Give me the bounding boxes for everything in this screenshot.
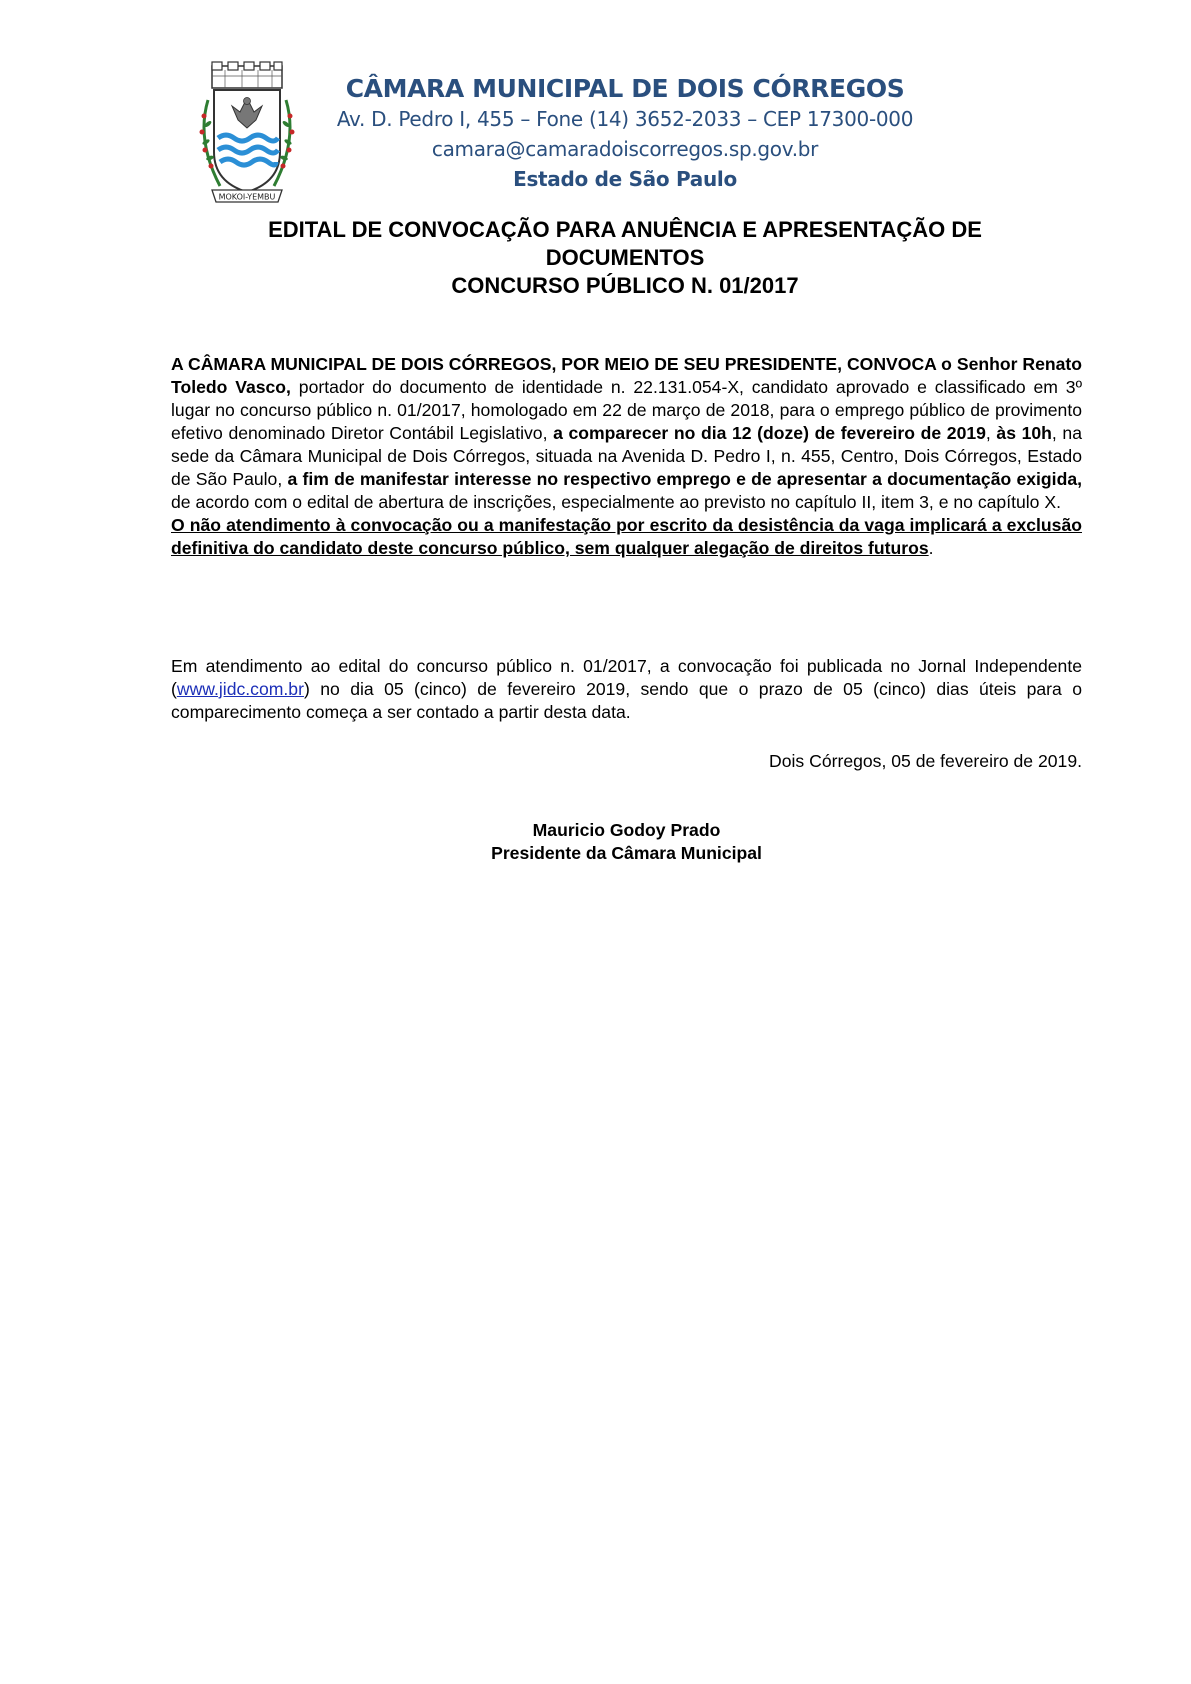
- letterhead-state: Estado de São Paulo: [513, 167, 737, 191]
- crest-motto-text: MOKOI-YEMBU: [218, 192, 276, 202]
- convocation-text-4: de acordo com o edital de abertura de inscrições, especialmente ao previsto no capítulo II, item 3, e no capítulo X.: [171, 492, 1061, 512]
- date-line: Dois Córregos, 05 de fevereiro de 2019.: [769, 751, 1082, 771]
- letterhead-address: Av. D. Pedro I, 455 – Fone (14) 3652-2033 – CEP 17300-000: [336, 107, 914, 131]
- heading-line-1: EDITAL DE CONVOCAÇÃO PARA ANUÊNCIA E APRESENTAÇÃO DE: [268, 217, 982, 242]
- letterhead-title: CÂMARA MUNICIPAL DE DOIS CÓRREGOS: [345, 74, 905, 103]
- heading-line-3: CONCURSO PÚBLICO N. 01/2017: [451, 273, 799, 298]
- convocation-purpose-bold: a fim de manifestar interesse no respectivo emprego e de apresentar a documentação exigida,: [287, 469, 1082, 489]
- municipal-crest-logo: [190, 60, 304, 208]
- convocation-text-3: , na sede da Câmara Municipal de Dois Córregos, situada na Avenida D. Pedro I, n. 455, Centro, Dois Córregos, Estado de São Paulo,: [171, 423, 1082, 489]
- heading-line-2: DOCUMENTOS: [545, 245, 705, 270]
- exclusion-warning: O não atendimento à convocação ou a manifestação por escrito da desistência da vaga implicará a exclusão definitiva do candidato deste concurso público, sem qualquer alegação de direitos futuros: [171, 515, 1082, 558]
- convocation-time-bold: às 10h: [996, 423, 1052, 443]
- convocation-intro-bold: A CÂMARA MUNICIPAL DE DOIS CÓRREGOS, POR MEIO DE SEU PRESIDENTE, CONVOCA o Senhor Renato Toledo Vasco,: [171, 354, 1082, 397]
- publication-paragraph: [171, 655, 1082, 724]
- publication-text-2: ) no dia 05 (cinco) de fevereiro 2019, sendo que o prazo de 05 (cinco) dias úteis para o comparecimento começa a ser contado a partir desta data.: [171, 679, 1082, 722]
- signatory-name: Mauricio Godoy Prado: [532, 820, 721, 840]
- newspaper-link[interactable]: www.jidc.com.br: [176, 679, 304, 699]
- letterhead-email: camara@camaradoiscorregos.sp.gov.br: [431, 137, 819, 161]
- convocation-text-2: ,: [985, 423, 997, 443]
- convocation-date-bold: a comparecer no dia 12 (doze) de fevereiro de 2019: [553, 423, 986, 443]
- signatory-role: Presidente da Câmara Municipal: [491, 843, 762, 863]
- convocation-text-1: portador do documento de identidade n. 22.131.054-X, candidato aprovado e classificado em 3º lugar no concurso público n. 01/2017, homologado em 22 de março de 2018, para o emprego público de provimento efetivo denominado Diretor Contábil Legislativo,: [171, 377, 1083, 443]
- signature-block: [171, 819, 1082, 865]
- convocation-paragraph: [171, 353, 1082, 560]
- document-heading: [170, 216, 1080, 300]
- exclusion-warning-end: .: [928, 538, 934, 558]
- publication-text-1: Em atendimento ao edital do concurso público n. 01/2017, a convocação foi publicada no Jornal Independente (: [171, 656, 1082, 699]
